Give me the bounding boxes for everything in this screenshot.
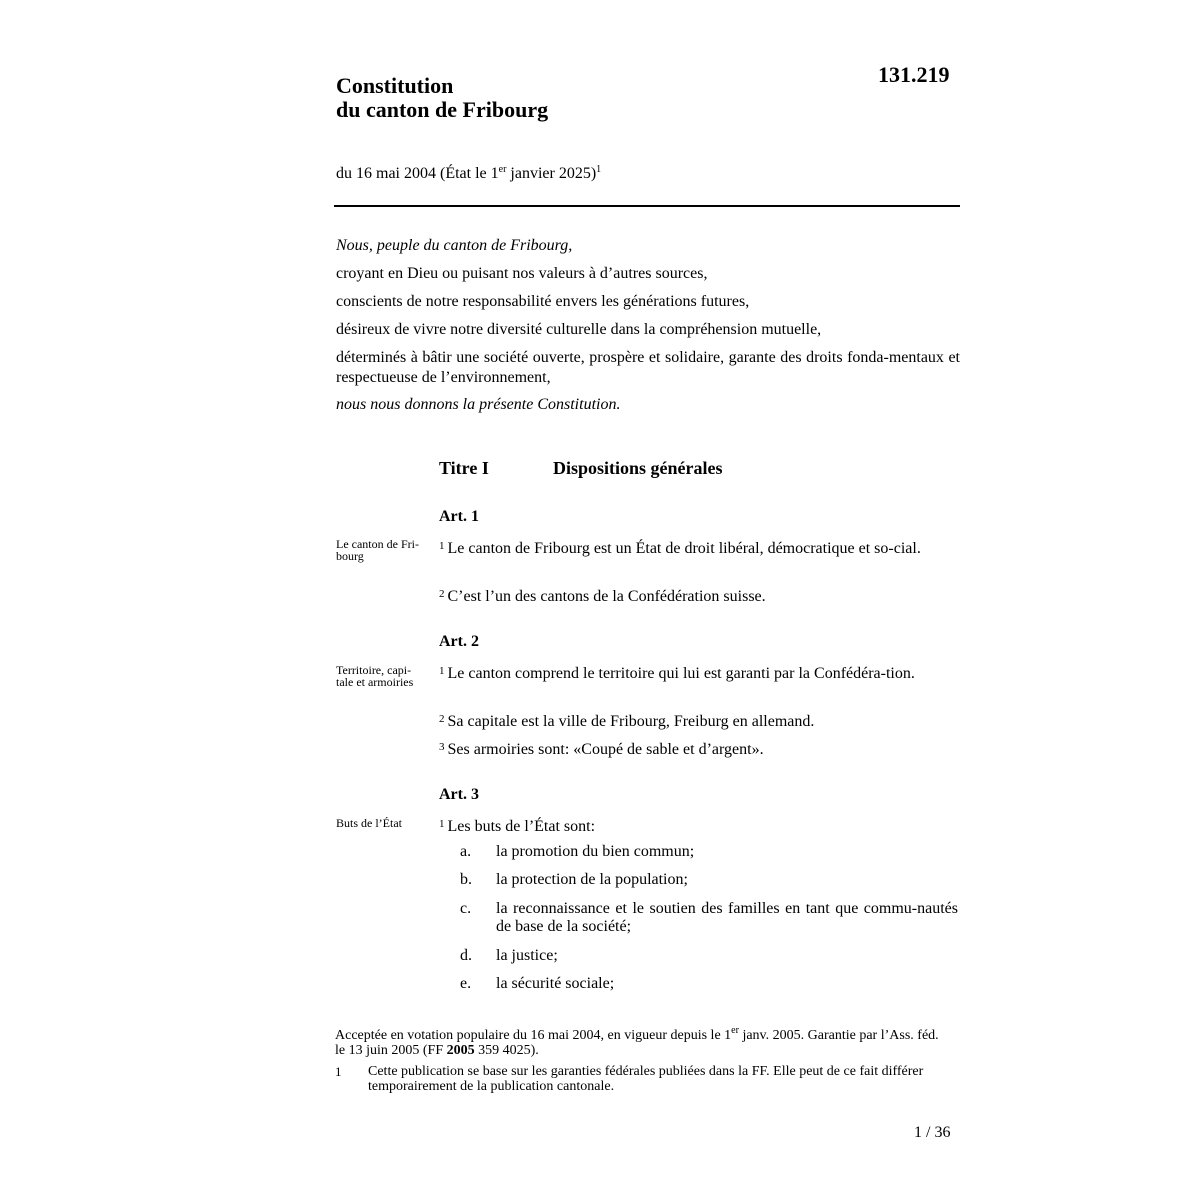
list-letter-a: a. <box>460 843 472 860</box>
list-letter-c: c. <box>460 900 472 917</box>
preamble-line-2: croyant en Dieu ou puisant nos valeurs à d’autres sources, <box>336 265 708 282</box>
list-item-d: la justice; <box>496 947 558 964</box>
title-line-2: du canton de Fribourg <box>336 97 549 122</box>
title-line-1: Constitution <box>336 73 454 98</box>
list-item-c: la reconnaissance et le soutien des familles en tant que commu-nautés de base de la société; <box>496 900 958 935</box>
article-3-paragraph-1: $^1$ Les buts de l’État sont: <box>439 818 596 835</box>
article-3-margin-title: Buts de l’État <box>336 816 402 830</box>
preamble-line-6: nous nous donnons la présente Constitution. <box>336 396 621 413</box>
article-2-heading: Art. 2 <box>439 633 479 650</box>
footnote-1-number: 1 <box>335 1064 342 1079</box>
titre-name: Dispositions générales <box>553 458 723 478</box>
footnote-1-text: Cette publication se base sur les garanties fédérales publiées dans la FF. Elle peut de ce fait différer temporairement de la publication cantonale. <box>368 1064 924 1094</box>
footnote-ref-1[interactable]: 1 <box>596 164 602 175</box>
preamble-line-1: Nous, peuple du canton de Fribourg, <box>336 237 573 254</box>
preamble-line-3: conscients de notre responsabilité envers les générations futures, <box>336 293 750 310</box>
list-letter-e: e. <box>460 975 472 992</box>
article-2-paragraph-3: $^3$ Ses armoiries sont: «Coupé de sable et d’argent». <box>439 741 764 758</box>
list-item-b: la protection de la population; <box>496 871 688 888</box>
article-2-paragraph-1: $^1$ Le canton comprend le territoire qui lui est garanti par la Confédéra-tion. <box>439 665 915 682</box>
list-letter-d: d. <box>460 947 472 964</box>
article-2-margin-title: Territoire, capi-tale et armoiries <box>336 663 414 689</box>
article-1-paragraph-1: $^1$ Le canton de Fribourg est un État de droit libéral, démocratique et so-cial. <box>439 540 921 557</box>
list-item-e: la sécurité sociale; <box>496 975 615 992</box>
article-1-margin-title: Le canton de Fri-bourg <box>336 537 419 563</box>
header-rule <box>334 205 960 207</box>
document-title <box>336 74 548 122</box>
preamble-line-5: déterminés à bâtir une société ouverte, prospère et solidaire, garante des droits fonda-mentaux et respectueuse de l’environnement, <box>336 349 960 386</box>
list-item-a: la promotion du bien commun; <box>496 843 695 860</box>
article-2-paragraph-2: $^2$ Sa capitale est la ville de Fribourg, Freiburg en allemand. <box>439 713 815 730</box>
adoption-note: Acceptée en votation populaire du 16 mai 2004, en vigueur depuis le 1er janv. 2005. Garantie par l’Ass. féd. le 13 juin 2005 (FF 2005 359 4025). <box>335 1025 939 1058</box>
page-number: 1 / 36 <box>914 1124 951 1141</box>
titre-number: Titre I <box>439 458 489 478</box>
preamble-line-4: désireux de vivre notre diversité culturelle dans la compréhension mutuelle, <box>336 321 822 338</box>
article-1-heading: Art. 1 <box>439 508 479 525</box>
article-3-heading: Art. 3 <box>439 786 479 803</box>
list-letter-b: b. <box>460 871 472 888</box>
document-date: du 16 mai 2004 (État le 1er janvier 2025)$^1$ <box>336 164 602 182</box>
sr-number: 131.219 <box>878 62 950 87</box>
article-1-paragraph-2: $^2$ C’est l’un des cantons de la Confédération suisse. <box>439 588 766 605</box>
